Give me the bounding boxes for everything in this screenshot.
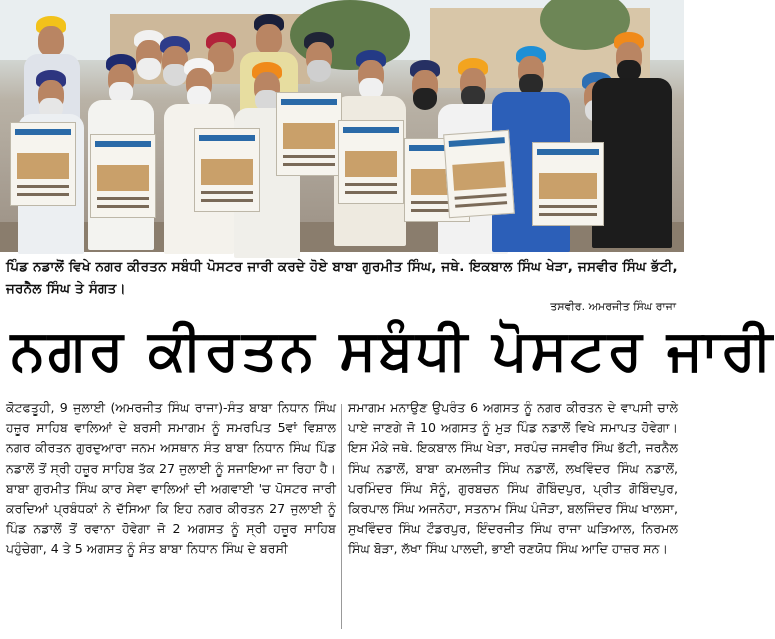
poster bbox=[276, 92, 342, 176]
poster bbox=[443, 130, 515, 218]
poster bbox=[194, 128, 260, 212]
poster bbox=[10, 122, 76, 206]
photo-credit: ਤਸਵੀਰ. ਅਮਰਜੀਤ ਸਿੰਘ ਰਾਜਾ bbox=[550, 300, 676, 313]
poster bbox=[338, 120, 404, 204]
article-column-right: ਸਮਾਗਮ ਮਨਾਉਣ ਉਪਰੰਤ 6 ਅਗਸਤ ਨੂੰ ਨਗਰ ਕੀਰਤਨ ਦੇ ਵਾਪਸੀ ਚਾਲੇ ਪਾਏ ਜਾਣਗੇ ਜੋ 10 ਅਗਸਤ ਨੂੰ ਮੁੜ ਪਿੰਡ ਨਡਾਲੋਂ ਵਿਖੇ ਸਮਾਪਤ ਹੋਵੇਗਾ। ਇਸ ਮੌਕੇ ਜਥੇ. ਇਕਬਾਲ ਸਿੰਘ ਖੇੜਾ, ਸਰਪੰਚ ਜਸਵੀਰ ਸਿੰਘ ਭੱਟੀ, ਜਰਨੈਲ ਸਿੰਘ ਨਡਾਲੋਂ, ਬਾਬਾ ਕਮਲਜੀਤ ਸਿੰਘ ਨਡਾਲੋਂ, ਲਖਵਿੰਦਰ ਸਿੰਘ ਨਡਾਲੋਂ, ਪਰਮਿੰਦਰ ਸਿੰਘ ਸੋਨੂੰ, ਗੁਰਬਚਨ ਸਿੰਘ ਗੋਬਿੰਦਪੁਰ, ਪ੍ਰੀਤ ਗੋਬਿੰਦਪੁਰ, ਕਿਰਪਾਲ ਸਿੰਘ ਅਜਨੋਹਾ, ਸਤਨਾਮ ਸਿੰਘ ਪੰਜੋੜਾ, ਬਲਜਿੰਦਰ ਸਿੰਘ ਖਾਲਸਾ, ਸੁਖਵਿੰਦਰ ਸਿੰਘ ਟੌਡਰਪੁਰ, ਇੰਦਰਜੀਤ ਸਿੰਘ ਰਾਜਾ ਘੜਿਆਲ, ਨਿਰਮਲ ਸਿੰਘ ਬੋੜਾ, ਲੱਖਾ ਸਿੰਘ ਪਾਲਦੀ, ਭਾਈ ਰਣਯੋਧ ਸਿੰਘ ਆਦਿ ਹਾਜ਼ਰ ਸਨ। bbox=[348, 400, 678, 557]
poster bbox=[532, 142, 604, 226]
photo-caption: ਪਿੰਡ ਨਡਾਲੋਂ ਵਿਖੇ ਨਗਰ ਕੀਰਤਨ ਸਬੰਧੀ ਪੋਸਟਰ ਜਾਰੀ ਕਰਦੇ ਹੋਏ ਬਾਬਾ ਗੁਰਮੀਤ ਸਿੰਘ, ਜਥੇ. ਇਕਬਾਲ ਸਿੰਘ ਖੇੜਾ, ਜਸਵੀਰ ਸਿੰਘ ਭੱਟੀ, ਜਰਨੈਲ ਸਿੰਘ ਤੇ ਸੰਗਤ। bbox=[6, 259, 678, 297]
headline: ਨਗਰ ਕੀਰਤਨ ਸਬੰਧੀ ਪੋਸਟਰ ਜਾਰੀ bbox=[10, 318, 775, 383]
news-photo bbox=[0, 0, 684, 252]
article-column-left: ਕੋਟਫਤੂਹੀ, 9 ਜੁਲਾਈ (ਅਮਰਜੀਤ ਸਿੰਘ ਰਾਜਾ)-ਸੰਤ ਬਾਬਾ ਨਿਧਾਨ ਸਿੰਘ ਹਜ਼ੂਰ ਸਾਹਿਬ ਵਾਲਿਆਂ ਦੇ ਬਰਸੀ ਸਮਾਗਮ ਨੂੰ ਸਮਰਪਿਤ 5ਵਾਂ ਵਿਸ਼ਾਲ ਨਗਰ ਕੀਰਤਨ ਗੁਰਦੁਆਰਾ ਜਨਮ ਅਸਥਾਨ ਸੰਤ ਬਾਬਾ ਨਿਧਾਨ ਸਿੰਘ ਪਿੰਡ ਨਡਾਲੋਂ ਤੋਂ ਸ੍ਰੀ ਹਜ਼ੂਰ ਸਾਹਿਬ ਤੱਕ 27 ਜੁਲਾਈ ਨੂੰ ਸਜਾਇਆ ਜਾ ਰਿਹਾ ਹੈ। ਬਾਬਾ ਗੁਰਮੀਤ ਸਿੰਘ ਕਾਰ ਸੇਵਾ ਵਾਲਿਆਂ ਦੀ ਅਗਵਾਈ 'ਚ ਪੋਸਟਰ ਜਾਰੀ ਕਰਦਿਆਂ ਪ੍ਰਬੰਧਕਾਂ ਨੇ ਦੱਸਿਆ ਕਿ ਇਹ ਨਗਰ ਕੀਰਤਨ 27 ਜੁਲਾਈ ਨੂੰ ਪਿੰਡ ਨਡਾਲੋਂ ਤੋਂ ਰਵਾਨਾ ਹੋਵੇਗਾ ਜੋ 2 ਅਗਸਤ ਨੂੰ ਸ੍ਰੀ ਹਜ਼ੂਰ ਸਾਹਿਬ ਪਹੁੰਚੇਗਾ, 4 ਤੇ 5 ਅਗਸਤ ਨੂੰ ਸੰਤ ਬਾਬਾ ਨਿਧਾਨ ਸਿੰਘ ਦੇ ਬਰਸੀ bbox=[6, 400, 336, 557]
poster bbox=[90, 134, 156, 218]
column-divider bbox=[341, 404, 342, 629]
